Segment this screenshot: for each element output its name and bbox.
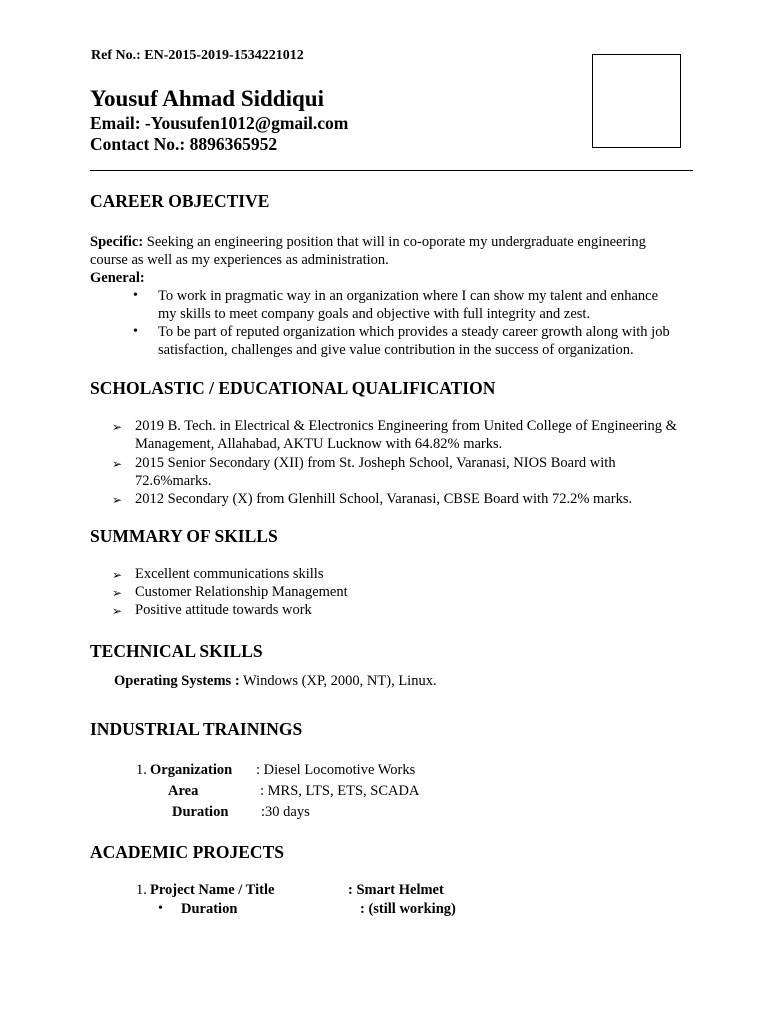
area-value: : MRS, LTS, ETS, SCADA [260,783,420,799]
contact-line: Contact No.: 8896365952 [90,134,278,154]
project-number: 1. [136,882,147,898]
education-item-3-line-1: 2012 Secondary (X) from Glenhill School, Varanasi, CBSE Board with 72.2% marks. [135,491,633,507]
industrial-trainings-heading: INDUSTRIAL TRAININGS [90,719,303,739]
education-item-2-line-1: 2015 Senior Secondary (XII) from St. Josheph School, Varanasi, NIOS Board with [135,455,616,471]
education-item-1-line-1: 2019 B. Tech. in Electrical & Electronics Engineering from United College of Engineering & [135,418,677,434]
area-label: Area [168,783,199,799]
general-item-1-line-1: To work in pragmatic way in an organization where I can show my talent and enhance [158,288,659,304]
education-item-2-line-2: 72.6%marks. [135,473,212,489]
general-item-1-line-2: my skills to meet company goals and objective with full integrity and zest. [158,306,591,322]
bullet-icon: • [133,324,138,339]
organization-value: : Diesel Locomotive Works [256,762,416,778]
academic-projects-heading: ACADEMIC PROJECTS [90,842,284,862]
photo-placeholder [592,54,681,148]
arrow-bullet-icon: ➢ [112,568,123,582]
career-objective-heading: CAREER OBJECTIVE [90,191,270,211]
specific-label: Specific: [90,234,144,250]
duration-label: Duration [172,804,229,820]
duration-value: :30 days [261,804,310,820]
arrow-bullet-icon: ➢ [112,420,123,434]
skill-item: Positive attitude towards work [135,602,312,618]
general-item-2-line-1: To be part of reputed organization which provides a steady career growth along with job [158,324,670,340]
education-item-1-line-2: Management, Allahabad, AKTU Lucknow with 64.82% marks. [135,436,503,452]
specific-text-1: Seeking an engineering position that will in co-oporate my undergraduate engineering [143,234,646,250]
bullet-icon: • [133,288,138,303]
education-heading: SCHOLASTIC / EDUCATIONAL QUALIFICATION [90,378,496,398]
header-divider [90,170,693,171]
project-duration-label: Duration [181,901,238,917]
project-name-value: : Smart Helmet [348,882,444,898]
operating-systems-label: Operating Systems : [114,673,240,689]
general-item-2-line-2: satisfaction, challenges and give value contribution in the success of organization. [158,342,634,358]
operating-systems-value: Windows (XP, 2000, NT), Linux. [239,673,437,689]
arrow-bullet-icon: ➢ [112,493,123,507]
arrow-bullet-icon: ➢ [112,457,123,471]
technical-skills-heading: TECHNICAL SKILLS [90,641,263,661]
project-name-label: Project Name / Title [150,882,275,898]
specific-line-2: course as well as my experiences as administration. [90,252,389,268]
candidate-name: Yousuf Ahmad Siddiqui [90,86,324,111]
skill-item: Excellent communications skills [135,566,324,582]
skill-item: Customer Relationship Management [135,584,348,600]
specific-line-1 [90,233,646,251]
email-line: Email: -Yousufen1012@gmail.com [90,113,349,133]
training-number: 1. [136,762,147,778]
arrow-bullet-icon: ➢ [112,586,123,600]
general-label: General: [90,270,145,286]
organization-label: Organization [150,762,233,778]
reference-number: Ref No.: EN-2015-2019-1534221012 [91,48,304,63]
arrow-bullet-icon: ➢ [112,604,123,618]
technical-skill-line [114,672,437,690]
bullet-icon: • [158,901,163,916]
project-duration-value: : (still working) [360,901,456,917]
skills-heading: SUMMARY OF SKILLS [90,526,278,546]
